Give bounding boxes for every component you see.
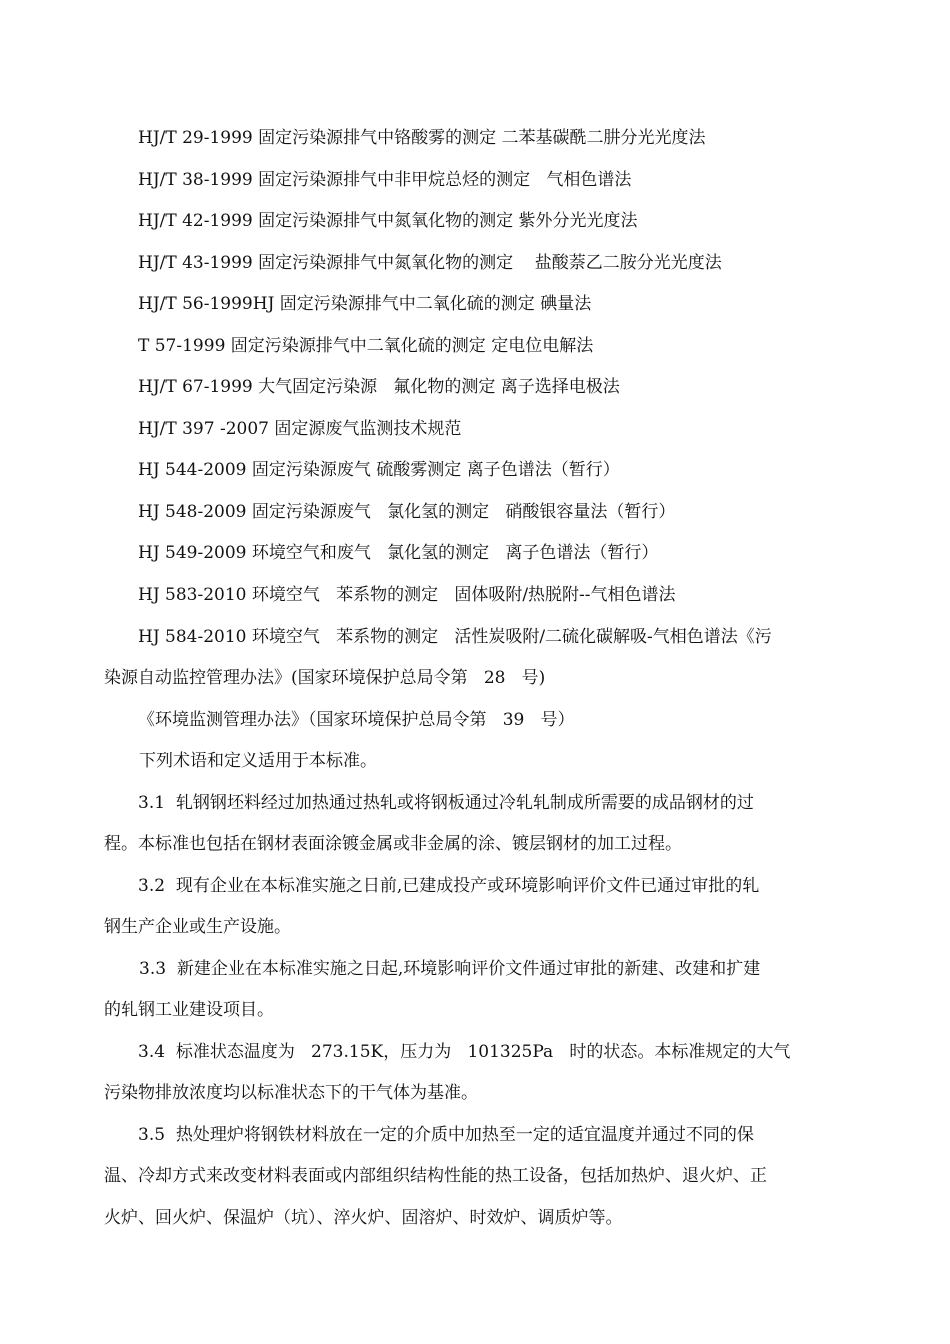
- standard-ref-hj-544: HJ 544-2009 固定污染源废气 硫酸雾测定 离子色谱法（暂行）: [138, 460, 620, 480]
- regulation-39: 《环境监测管理办法》（国家环境保护总局令第 39 号）: [138, 710, 575, 730]
- definition-3-5-line1: 3.5 热处理炉将钢铁材料放在一定的介质中加热至一定的适宜温度并通过不同的保: [138, 1125, 754, 1145]
- definition-3-2-line2: 钢生产企业或生产设施。: [104, 917, 291, 937]
- standard-ref-hj-t-67: HJ/T 67-1999 大气固定污染源 氟化物的测定 离子选择电极法: [138, 377, 620, 397]
- definition-3-3-line2: 的轧钢工业建设项目。: [104, 1000, 274, 1020]
- standard-ref-hj-584-line1: HJ 584-2010 环境空气 苯系物的测定 活性炭吸附/二硫化碳解吸-气相色谱法《污: [138, 627, 772, 647]
- definition-3-5-line3: 火炉、回火炉、保温炉（坑）、淬火炉、固溶炉、时效炉、调质炉等。: [104, 1208, 623, 1228]
- standard-ref-hj-549: HJ 549-2009 环境空气和废气 氯化氢的测定 离子色谱法（暂行）: [138, 543, 659, 563]
- definition-3-1-line2: 程。本标准也包括在钢材表面涂镀金属或非金属的涂、镀层钢材的加工过程。: [104, 834, 682, 854]
- standard-ref-hj-t-29: HJ/T 29-1999 固定污染源排气中铬酸雾的测定 二苯基碳酰二肼分光光度法: [138, 128, 706, 148]
- standard-ref-t-57: T 57-1999 固定污染源排气中二氧化硫的测定 定电位电解法: [138, 336, 594, 356]
- definition-3-4-line1: 3.4 标准状态温度为 273.15K，压力为 101325Pa 时的状态。本标准规定的大气: [138, 1042, 791, 1062]
- standard-ref-hj-584-line2: 染源自动监控管理办法》(国家环境保护总局令第 28 号): [104, 668, 546, 688]
- standard-ref-hj-548: HJ 548-2009 固定污染源废气 氯化氢的测定 硝酸银容量法（暂行）: [138, 502, 676, 522]
- standard-ref-hj-t-42: HJ/T 42-1999 固定污染源排气中氮氧化物的测定 紫外分光光度法: [138, 211, 638, 231]
- standard-ref-hj-t-43: HJ/T 43-1999 固定污染源排气中氮氧化物的测定 盐酸萘乙二胺分光光度法: [138, 253, 722, 273]
- standard-ref-hj-583: HJ 583-2010 环境空气 苯系物的测定 固体吸附/热脱附--气相色谱法: [138, 585, 676, 605]
- definition-3-5-line2: 温、冷却方式来改变材料表面或内部组织结构性能的热工设备，包括加热炉、退火炉、正: [104, 1166, 767, 1186]
- definition-3-4-line2: 污染物排放浓度均以标准状态下的干气体为基准。: [104, 1083, 478, 1103]
- standard-ref-hj-t-397: HJ/T 397 -2007 固定源废气监测技术规范: [138, 419, 462, 439]
- terms-intro: 下列术语和定义适用于本标准。: [139, 751, 377, 771]
- definition-3-3-line1: 3.3 新建企业在本标准实施之日起,环境影响评价文件通过审批的新建、改建和扩建: [139, 959, 761, 979]
- definition-3-2-line1: 3.2 现有企业在本标准实施之日前,已建成投产或环境影响评价文件已通过审批的轧: [138, 876, 760, 896]
- standard-ref-hj-t-56: HJ/T 56-1999HJ 固定污染源排气中二氧化硫的测定 碘量法: [138, 294, 592, 314]
- definition-3-1-line1: 3.1 轧钢钢坯料经过加热通过热轧或将钢板通过冷轧轧制成所需要的成品钢材的过: [138, 793, 754, 813]
- standard-ref-hj-t-38: HJ/T 38-1999 固定污染源排气中非甲烷总烃的测定 气相色谱法: [138, 170, 632, 190]
